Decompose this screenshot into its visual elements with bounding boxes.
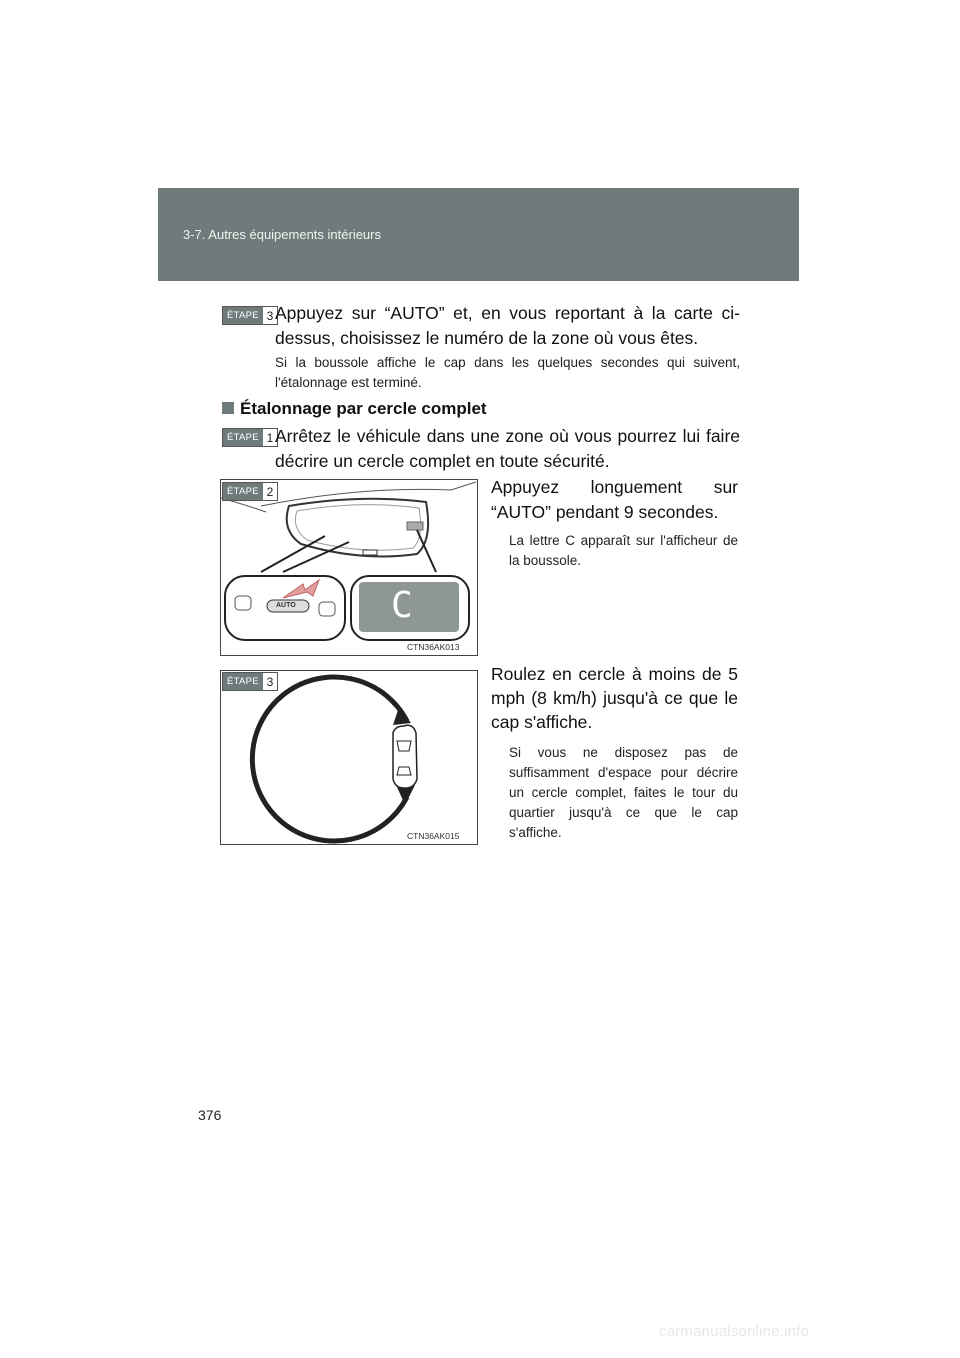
step-instruction: Appuyez longuement sur “AUTO” pendant 9 secondes. — [491, 477, 738, 522]
step-tag-label: ÉTAPE — [223, 673, 263, 690]
watermark-footer: carmanualsonline.info — [659, 1323, 810, 1340]
step-tag-number: 3 — [266, 674, 274, 689]
section-title: 3-7. Autres équipements intérieurs — [183, 227, 381, 242]
step-tag — [222, 428, 278, 447]
step-note: Si la boussole affiche le cap dans les quelques secondes qui suivent, l'étalonnage est terminé. — [275, 355, 740, 390]
section-header — [158, 188, 799, 281]
step-tag — [222, 482, 278, 501]
step-tag-number: 3 — [266, 308, 274, 323]
step-tag — [222, 672, 278, 691]
step-note: La lettre C apparaît sur l'afficheur de la boussole. — [509, 533, 738, 568]
page-number: 376 — [198, 1107, 222, 1123]
step-tag-label: ÉTAPE — [223, 429, 263, 446]
step-tag-label: ÉTAPE — [223, 483, 263, 500]
step-instruction: Appuyez sur “AUTO” et, en vous reportant à la carte ci-dessus, choisissez le numéro de la zone où vous êtes. — [275, 303, 740, 348]
circle-figure — [220, 670, 478, 845]
square-bullet-icon — [222, 402, 234, 414]
step-instruction: Arrêtez le véhicule dans une zone où vous pourrez lui faire décrire un cercle complet en toute sécurité. — [275, 426, 740, 471]
step-tag-number: 2 — [266, 484, 274, 499]
step-note: Si vous ne disposez pas de suffisamment d'espace pour décrire un cercle complet, faites le tour du quartier jusqu'à ce que le cap s'affiche. — [509, 745, 738, 840]
mirror-illustration — [221, 480, 477, 655]
figure-code: CTN36AK013 — [407, 642, 460, 652]
step-tag-number: 1 — [266, 430, 274, 445]
mirror-figure — [220, 479, 478, 656]
section-heading — [222, 399, 487, 419]
auto-button-text: AUTO — [276, 602, 296, 609]
step-tag — [222, 306, 278, 325]
figure-code: CTN36AK015 — [407, 831, 460, 841]
section-heading-text: Étalonnage par cercle complet — [240, 399, 487, 418]
circle-route-illustration — [221, 671, 477, 844]
step-tag-label: ÉTAPE — [223, 307, 263, 324]
compass-display-letter: C — [391, 585, 413, 626]
step-instruction: Roulez en cercle à moins de 5 mph (8 km/h) jusqu'à ce que le cap s'affiche. — [491, 664, 738, 732]
